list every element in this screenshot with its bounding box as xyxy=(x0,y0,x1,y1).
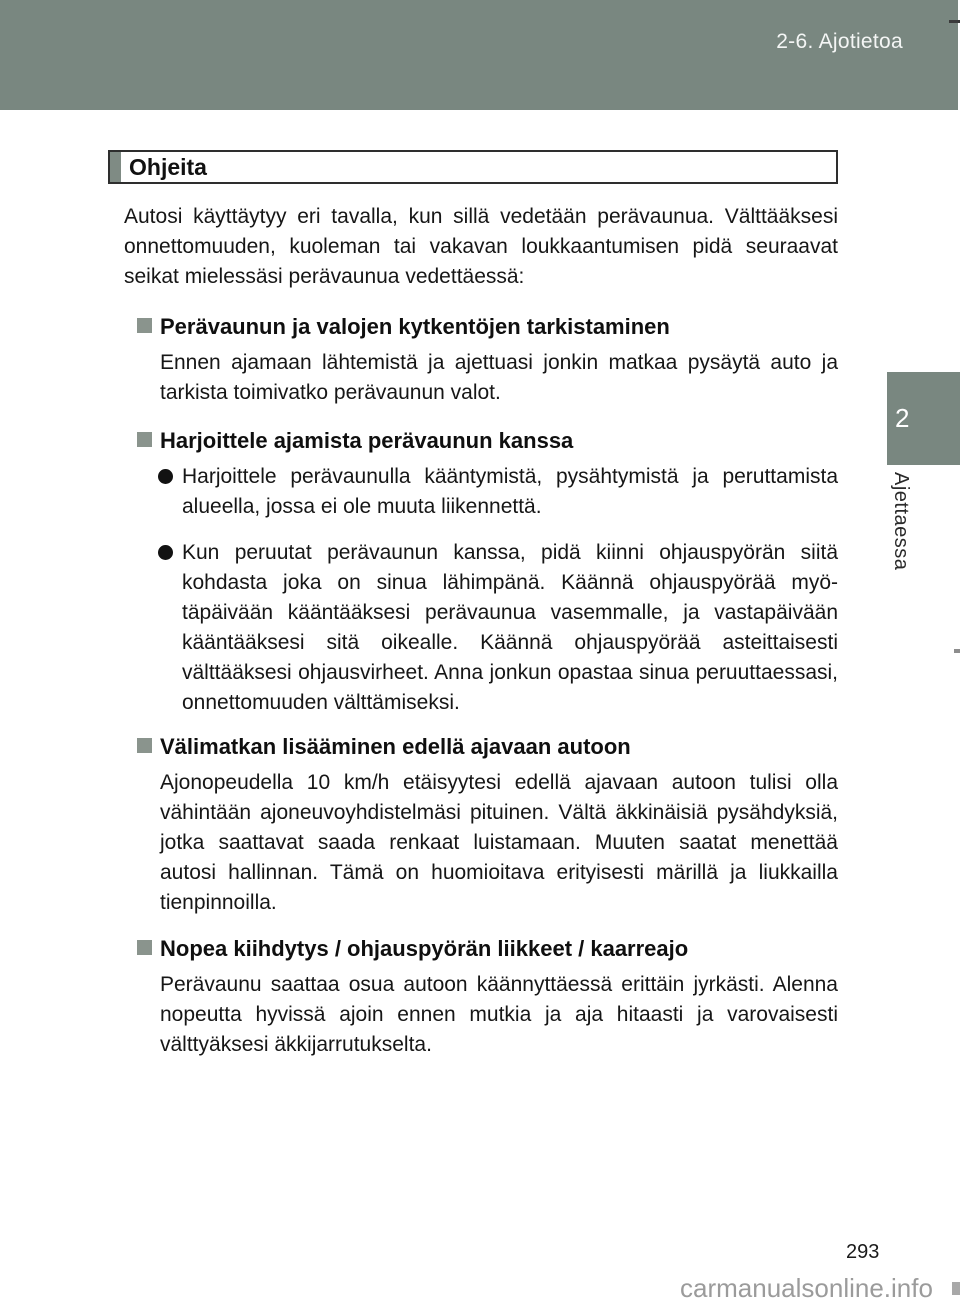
chapter-tab xyxy=(887,372,960,465)
crop-mark-icon xyxy=(949,20,960,23)
page-number: 293 xyxy=(846,1241,880,1263)
chapter-name-vertical-label: Ajettaessa xyxy=(890,472,912,571)
list-item-text: Harjoittele perävaunulla kääntymistä, pysähtymistä ja peruttamista alueella, jossa ei ole muuta liikennettä. xyxy=(182,465,838,518)
intro-paragraph: Autosi käyttäytyy eri tavalla, kun sillä vedetään perävaunua. Välttääksesi onnettomuuden, kuoleman tai vakavan loukkaantumisen pidä seuraavat seikat mielessäsi perävaunua vedettäessä: xyxy=(124,205,838,288)
section-body: Ajonopeudella 10 km/h etäisyytesi edellä ajavaan autoon tulisi olla vähintään ajoneuvoyhdistelmäsi pituinen. Vältä äkkinäisiä pysähdyksiä, jotka saattavat saada renkaat luistamaan. Muuten saatat menettää autosi hallinnan. Tämä on huomioitava erityisesti märillä ja liukkailla tienpinnoilla. xyxy=(160,771,838,914)
square-bullet-icon xyxy=(137,738,152,753)
chapter-number: 2 xyxy=(895,403,910,433)
list-item-text: Kun peruutat perävaunun kanssa, pidä kiinni ohjauspyörän siitä kohdasta joka on sinua lähimpänä. Käännä ohjauspyörää myötäpäivään kääntääksesi perävaunua vasemmalle, ja vastapäivään kääntääksesi sitä oikealle. Käännä ohjauspyörää asteittaisesti välttääksesi ohjausvirheet. Anna jonkun opastaa sinua peruuttaessasi, onnettomuuden välttämiseksi. xyxy=(182,541,838,714)
section-breadcrumb: 2-6. Ajotietoa xyxy=(776,30,903,53)
section-heading-text: Välimatkan lisääminen edellä ajavaan autoon xyxy=(160,734,631,759)
list-item xyxy=(158,462,838,522)
section-heading-text: Perävaunun ja valojen kytkentöjen tarkistaminen xyxy=(160,314,670,339)
section-heading xyxy=(137,312,838,342)
section-heading-text: Nopea kiihdytys / ohjauspyörän liikkeet / kaarreajo xyxy=(160,936,689,961)
watermark: carmanualsonline.info xyxy=(680,1273,933,1303)
section-heading-text: Harjoittele ajamista perävaunun kanssa xyxy=(160,428,574,453)
square-bullet-icon xyxy=(137,318,152,333)
round-bullet-icon xyxy=(158,545,173,560)
section-heading xyxy=(137,732,838,762)
title-accent-bar xyxy=(110,152,121,182)
watermark-fragment xyxy=(952,1282,960,1295)
header-band xyxy=(0,0,958,110)
section-heading xyxy=(137,426,838,456)
square-bullet-icon xyxy=(137,432,152,447)
guidelines-title-box xyxy=(108,150,838,184)
section-body: Ennen ajamaan lähtemistä ja ajettuasi jonkin matkaa pysäytä auto ja tarkista toimivatko perävaunun valot. xyxy=(160,351,838,404)
round-bullet-icon xyxy=(158,469,173,484)
square-bullet-icon xyxy=(137,940,152,955)
list-item xyxy=(158,538,838,718)
main-content xyxy=(108,150,838,1060)
edge-mark-icon xyxy=(954,649,960,653)
section-heading xyxy=(137,934,838,964)
box-title: Ohjeita xyxy=(129,154,207,180)
section-body: Perävaunu saattaa osua autoon käännyttäessä erittäin jyrkästi. Alenna nopeutta hyvissä ajoin ennen mutkia ja aja hitaasti ja varovaisesti välttyäksesi äkkijarrutukselta. xyxy=(160,973,838,1056)
